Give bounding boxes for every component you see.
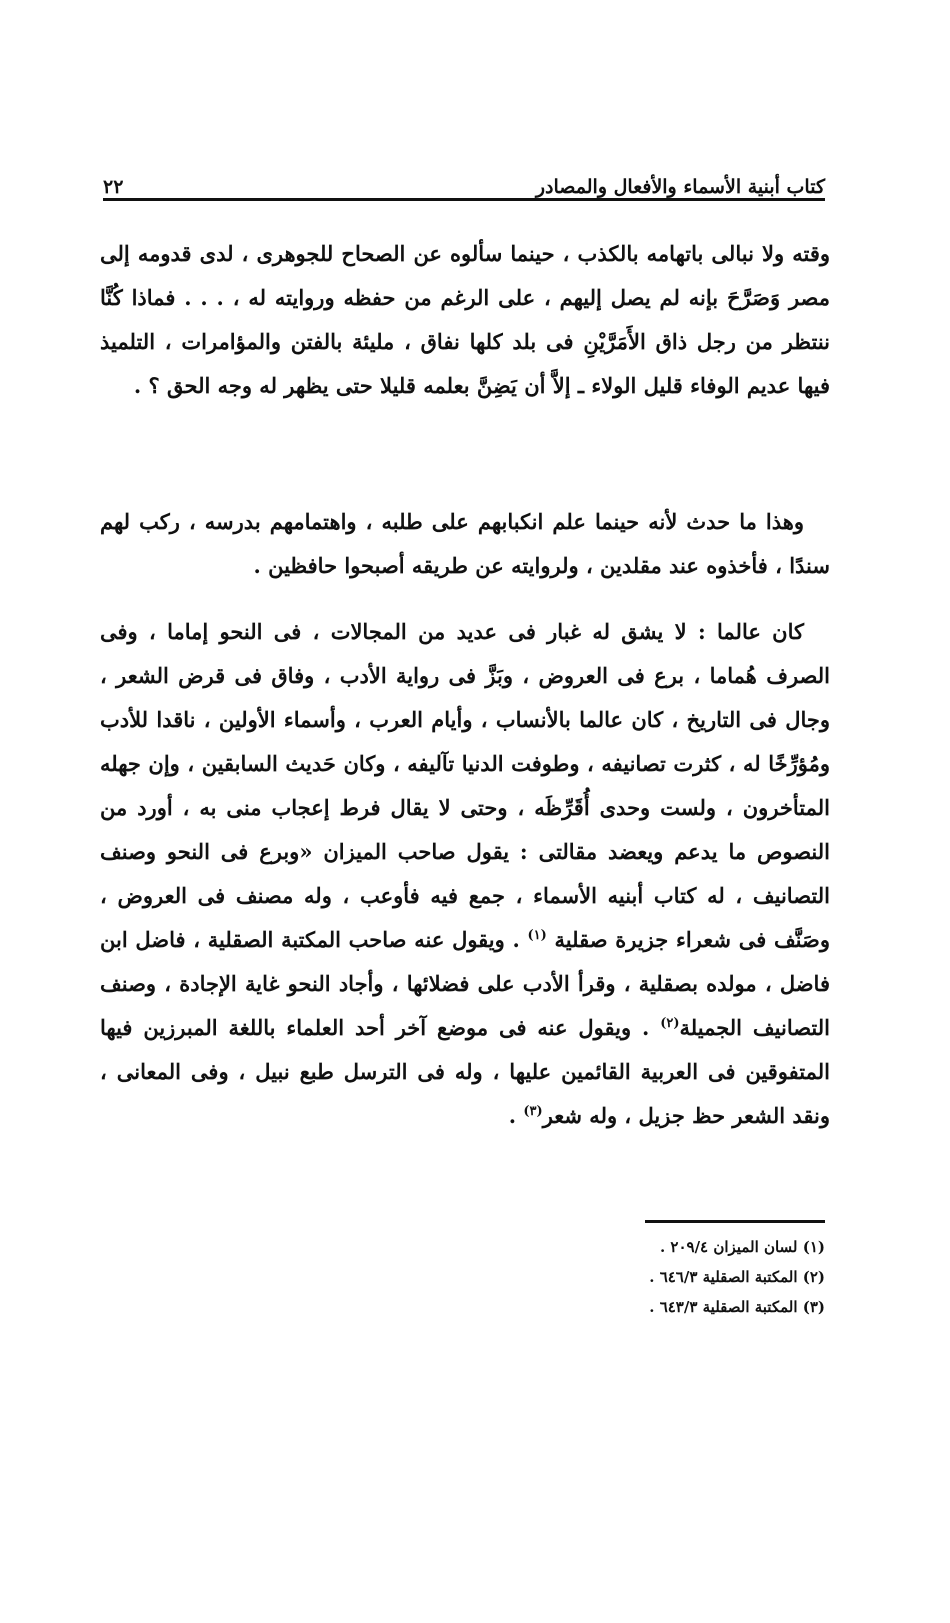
header-rule: [103, 198, 825, 201]
paragraph-3: [100, 610, 830, 1138]
footnote-ref-1: (١): [527, 928, 547, 943]
footnote-rule: [645, 1220, 825, 1223]
paragraph-3-part-2: . ويقول عنه صاحب المكتبة الصقلية ، فاضل ابن فاضل ، مولده بصقلية ، وقرأ الأدب على فضلائها ، وأجاد النحو غاية الإجادة ، وصنف التصانيف الجميلة: [100, 927, 830, 1040]
paragraph-3-part-3: . ويقول عنه فى موضع آخر أحد العلماء باللغة المبرزين فيها المتفوقين فى العربية القائمين عليها ، وله فى الترسل طبع نبيل ، وفى المعانى ، ونقد الشعر حظ جزيل ، وله شعر: [100, 1015, 830, 1128]
paragraph-3-part-1: كان عالما : لا يشق له غبار فى عديد من المجالات ، فى النحو إماما ، وفى الصرف هُماما ، برع فى العروض ، وبَزَّ فى رواية الأدب ، وفاق فى قرض الشعر ، وجال فى التاريخ ، كان عالما بالأنساب ، وأيام العرب ، وأسماء الأولين ، ناقدا للأدب ومُؤرِّخًا له ، كثرت تصانيفه ، وطوفت الدنيا تآليفه ، وكان حَديث السابقين ، وإن جهله المتأخرون ، ولست وحدى أُقَرِّظَه ، وحتى لا يقال فرط إعجاب منى به ، أورد من النصوص ما يدعم ويعضد مقالتى : يقول صاحب الميزان «وبرع فى النحو وصنف التصانيف ، له كتاب أبنيه الأسماء ، جمع فيه فأوعب ، وله مصنف فى العروض ، وصَنَّف فى شعراء جزيرة صقلية: [100, 619, 830, 952]
running-title: كتاب أبنية الأسماء والأفعال والمصادر: [535, 176, 825, 198]
footnote-ref-2: (٢): [660, 1016, 680, 1031]
footnote-ref-3: (٣): [523, 1104, 543, 1119]
paragraph-1: وقته ولا نبالى باتهامه بالكذب ، حينما سألوه عن الصحاح للجوهرى ، لدى قدومه إلى مصر وَصَرَّحَ بإنه لم يصل إليهم ، على الرغم من حفظه وروايته له ، . . . فماذا كُنَّا ننتظر من رجل ذاق الأَمَرَّيْنِ فى بلد كلها نفاق ، مليئة بالفتن والمؤامرات ، التلميذ فيها عديم الوفاء قليل الولاء ـ إلاَّ أن يَضِنَّ بعلمه قليلا حتى يظهر له وجه الحق ؟ .: [100, 241, 830, 398]
footnote-3: (٣) المكتبة الصقلية ٦٤٣/٣ .: [649, 1298, 825, 1316]
footnote-1: (١) لسان الميزان ٢٠٩/٤ .: [659, 1238, 825, 1256]
page-header: [103, 164, 825, 198]
page-number: ٢٢: [103, 176, 124, 198]
footnote-2: (٢) المكتبة الصقلية ٦٤٦/٣ .: [649, 1268, 825, 1286]
paragraph-2: وهذا ما حدث لأنه حينما علم انكبابهم على طلبه ، واهتمامهم بدرسه ، ركب لهم سندًا ، فأخذوه عند مقلدين ، ولروايته عن طريقه أصبحوا حافظين .: [100, 509, 830, 578]
footnotes: [500, 1232, 825, 1322]
paragraph-3-end: .: [508, 1103, 524, 1128]
